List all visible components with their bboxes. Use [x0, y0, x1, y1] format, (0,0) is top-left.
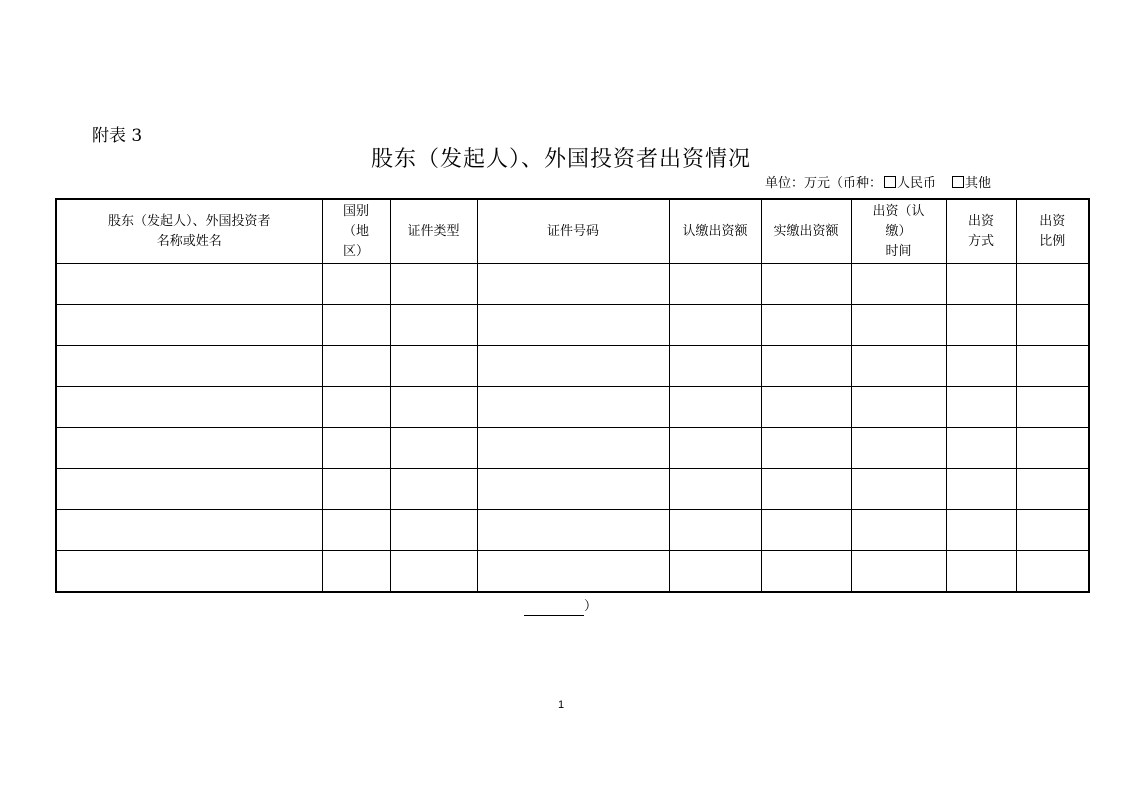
- table-cell[interactable]: [851, 469, 946, 510]
- table-cell[interactable]: [946, 551, 1016, 593]
- table-cell[interactable]: [761, 264, 851, 305]
- page-title: 股东（发起人）、外国投资者出资情况: [370, 147, 751, 172]
- table-cell[interactable]: [851, 346, 946, 387]
- table-cell[interactable]: [56, 510, 322, 551]
- table-cell[interactable]: [390, 469, 477, 510]
- table-cell[interactable]: [322, 469, 390, 510]
- table-cell[interactable]: [1016, 469, 1089, 510]
- table-cell[interactable]: [761, 469, 851, 510]
- table-cell[interactable]: [761, 510, 851, 551]
- table-cell[interactable]: [1016, 346, 1089, 387]
- table-cell[interactable]: [669, 346, 761, 387]
- table-cell[interactable]: [390, 346, 477, 387]
- table-cell[interactable]: [946, 428, 1016, 469]
- table-cell[interactable]: [56, 346, 322, 387]
- table-cell[interactable]: [322, 346, 390, 387]
- table-cell[interactable]: [669, 551, 761, 593]
- checkbox-other[interactable]: [952, 176, 964, 188]
- table-cell[interactable]: [390, 428, 477, 469]
- table-cell[interactable]: [390, 264, 477, 305]
- table-cell[interactable]: [477, 469, 669, 510]
- column-header-line: 出资: [1039, 213, 1066, 229]
- table-cell[interactable]: [477, 387, 669, 428]
- table-cell[interactable]: [761, 305, 851, 346]
- table-cell[interactable]: [761, 387, 851, 428]
- table-cell[interactable]: [946, 346, 1016, 387]
- unit-currency-line: [765, 175, 991, 193]
- column-header: [669, 199, 761, 264]
- table-cell[interactable]: [1016, 305, 1089, 346]
- table-cell[interactable]: [477, 428, 669, 469]
- column-header-line: 时间: [885, 243, 912, 259]
- table-cell[interactable]: [851, 387, 946, 428]
- table-cell[interactable]: [322, 264, 390, 305]
- table-cell[interactable]: [669, 469, 761, 510]
- table-cell[interactable]: [390, 551, 477, 593]
- column-header-line: 证件类型: [407, 223, 460, 239]
- table-row: [56, 264, 1089, 305]
- table-header-row: [56, 199, 1089, 264]
- table-cell[interactable]: [669, 305, 761, 346]
- column-header: [56, 199, 322, 264]
- column-header-line: （地: [342, 223, 369, 239]
- table-cell[interactable]: [56, 305, 322, 346]
- table-cell[interactable]: [761, 346, 851, 387]
- column-header-line: 出资: [967, 213, 994, 229]
- capital-contribution-table: [55, 198, 1090, 593]
- table-cell[interactable]: [851, 510, 946, 551]
- table-cell[interactable]: [761, 428, 851, 469]
- table-cell[interactable]: [669, 510, 761, 551]
- table-cell[interactable]: [946, 510, 1016, 551]
- table-cell[interactable]: [1016, 387, 1089, 428]
- column-header: [322, 199, 390, 264]
- column-header: [1016, 199, 1089, 264]
- checkbox-rmb-label: 人民币: [897, 176, 937, 191]
- table-cell[interactable]: [1016, 510, 1089, 551]
- table-cell[interactable]: [851, 264, 946, 305]
- table-cell[interactable]: [56, 264, 322, 305]
- column-header: [477, 199, 669, 264]
- table-row: [56, 305, 1089, 346]
- table-cell[interactable]: [390, 305, 477, 346]
- checkbox-rmb[interactable]: [884, 176, 896, 188]
- column-header-line: 认缴出资额: [682, 223, 748, 239]
- column-header: [761, 199, 851, 264]
- column-header-line: 方式: [967, 233, 994, 249]
- table-cell[interactable]: [477, 264, 669, 305]
- table-cell[interactable]: [322, 305, 390, 346]
- table-cell[interactable]: [322, 387, 390, 428]
- blank-line: [524, 601, 584, 616]
- table-cell[interactable]: [390, 387, 477, 428]
- column-header-line: 国别: [342, 203, 369, 219]
- page-number: 1: [557, 699, 565, 711]
- column-header-line: 实缴出资额: [773, 223, 839, 239]
- table-cell[interactable]: [946, 387, 1016, 428]
- appendix-label: 附表 3: [92, 126, 143, 146]
- table-cell[interactable]: [1016, 551, 1089, 593]
- table-body: [56, 264, 1089, 593]
- closing-paren: ）: [584, 599, 598, 614]
- table-cell[interactable]: [669, 264, 761, 305]
- checkbox-other-label: 其他: [965, 176, 992, 191]
- table-cell[interactable]: [669, 387, 761, 428]
- table-cell[interactable]: [56, 469, 322, 510]
- table-cell[interactable]: [477, 346, 669, 387]
- below-table-note: [524, 598, 597, 616]
- table-cell[interactable]: [669, 428, 761, 469]
- table-row: [56, 428, 1089, 469]
- column-header: [946, 199, 1016, 264]
- table-row: [56, 551, 1089, 593]
- table-row: [56, 387, 1089, 428]
- column-header-line: 出资（认: [872, 203, 925, 219]
- table-cell[interactable]: [851, 305, 946, 346]
- table-cell[interactable]: [761, 551, 851, 593]
- column-header-line: 缴）: [885, 223, 912, 239]
- unit-prefix: 单位：万元（币种：: [765, 176, 883, 191]
- column-header-line: 区）: [342, 243, 369, 259]
- table-cell[interactable]: [946, 264, 1016, 305]
- table-cell[interactable]: [322, 510, 390, 551]
- table-cell[interactable]: [56, 387, 322, 428]
- table-row: [56, 510, 1089, 551]
- table-row: [56, 469, 1089, 510]
- table-cell[interactable]: [946, 305, 1016, 346]
- column-header-line: 名称或姓名: [156, 233, 222, 249]
- table-cell[interactable]: [56, 551, 322, 593]
- table-cell[interactable]: [477, 305, 669, 346]
- column-header: [851, 199, 946, 264]
- table-cell[interactable]: [322, 551, 390, 593]
- table-cell[interactable]: [851, 551, 946, 593]
- table-cell[interactable]: [56, 428, 322, 469]
- table-cell[interactable]: [322, 428, 390, 469]
- table-cell[interactable]: [1016, 428, 1089, 469]
- table-cell[interactable]: [946, 469, 1016, 510]
- table-cell[interactable]: [390, 510, 477, 551]
- column-header-line: 比例: [1039, 233, 1066, 249]
- column-header-line: 股东（发起人）、外国投资者: [107, 213, 271, 229]
- table-cell[interactable]: [477, 551, 669, 593]
- table-cell[interactable]: [477, 510, 669, 551]
- column-header: [390, 199, 477, 264]
- table-cell[interactable]: [1016, 264, 1089, 305]
- table-cell[interactable]: [851, 428, 946, 469]
- table-row: [56, 346, 1089, 387]
- column-header-line: 证件号码: [546, 223, 599, 239]
